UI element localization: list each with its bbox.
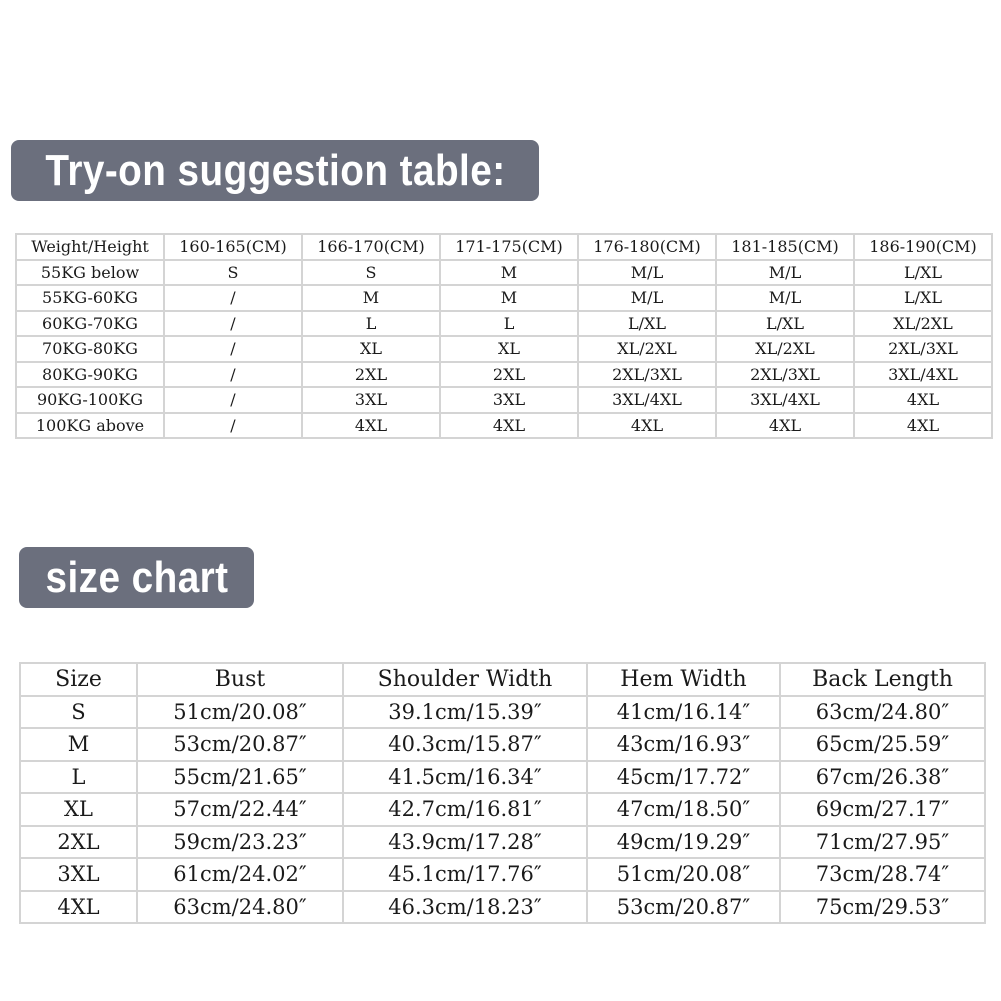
table-cell: 43cm/16.93″ xyxy=(587,728,780,761)
table-cell: 3XL/4XL xyxy=(854,362,992,388)
table-cell: 40.3cm/15.87″ xyxy=(343,728,587,761)
table-cell: M/L xyxy=(716,260,854,286)
size-chart-table xyxy=(19,662,986,924)
row-label-cell: S xyxy=(20,696,137,729)
table-cell: M/L xyxy=(716,285,854,311)
table-row xyxy=(16,311,992,337)
table-cell: S xyxy=(302,260,440,286)
header-cell: 181-185(CM) xyxy=(716,234,854,260)
table-cell: M xyxy=(440,285,578,311)
row-label-cell: 70KG-80KG xyxy=(16,336,164,362)
header-cell: 160-165(CM) xyxy=(164,234,302,260)
table-cell: 49cm/19.29″ xyxy=(587,826,780,859)
table-cell: / xyxy=(164,285,302,311)
table-cell: / xyxy=(164,336,302,362)
table-cell: L xyxy=(302,311,440,337)
table-row xyxy=(20,761,985,794)
table-cell: L/XL xyxy=(854,260,992,286)
table-cell: 4XL xyxy=(854,387,992,413)
table-cell: L xyxy=(440,311,578,337)
table-cell: 65cm/25.59″ xyxy=(780,728,985,761)
table-cell: L/XL xyxy=(854,285,992,311)
row-label-cell: 100KG above xyxy=(16,413,164,439)
table-cell: 53cm/20.87″ xyxy=(137,728,343,761)
table-cell: / xyxy=(164,387,302,413)
table-cell: 47cm/18.50″ xyxy=(587,793,780,826)
table-cell: 67cm/26.38″ xyxy=(780,761,985,794)
table-row xyxy=(20,728,985,761)
row-label-cell: 60KG-70KG xyxy=(16,311,164,337)
row-label-cell: M xyxy=(20,728,137,761)
table-cell: / xyxy=(164,311,302,337)
table-cell: 71cm/27.95″ xyxy=(780,826,985,859)
header-cell: Weight/Height xyxy=(16,234,164,260)
table-cell: 43.9cm/17.28″ xyxy=(343,826,587,859)
table-row xyxy=(16,260,992,286)
table-cell: 3XL/4XL xyxy=(716,387,854,413)
table-row xyxy=(16,413,992,439)
table-cell: 63cm/24.80″ xyxy=(780,696,985,729)
row-label-cell: 3XL xyxy=(20,858,137,891)
row-label-cell: XL xyxy=(20,793,137,826)
table-cell: 45.1cm/17.76″ xyxy=(343,858,587,891)
row-label-cell: L xyxy=(20,761,137,794)
try-on-title-banner xyxy=(11,140,539,201)
header-cell: 186-190(CM) xyxy=(854,234,992,260)
table-cell: XL/2XL xyxy=(854,311,992,337)
table-cell: 51cm/20.08″ xyxy=(137,696,343,729)
table-cell: 2XL/3XL xyxy=(854,336,992,362)
table-cell: 3XL xyxy=(302,387,440,413)
size-chart-title: size chart xyxy=(44,552,229,602)
table-cell: 69cm/27.17″ xyxy=(780,793,985,826)
table-cell: 4XL xyxy=(716,413,854,439)
table-cell: 73cm/28.74″ xyxy=(780,858,985,891)
header-cell: Hem Width xyxy=(587,663,780,696)
table-cell: 2XL/3XL xyxy=(716,362,854,388)
table-cell: / xyxy=(164,362,302,388)
header-cell: Shoulder Width xyxy=(343,663,587,696)
table-cell: 4XL xyxy=(440,413,578,439)
table-cell: 4XL xyxy=(302,413,440,439)
header-cell: Back Length xyxy=(780,663,985,696)
try-on-suggestion-table xyxy=(15,233,993,439)
row-label-cell: 55KG-60KG xyxy=(16,285,164,311)
header-cell: Size xyxy=(20,663,137,696)
row-label-cell: 90KG-100KG xyxy=(16,387,164,413)
table-header-row xyxy=(20,663,985,696)
table-cell: 2XL xyxy=(302,362,440,388)
table-cell: 51cm/20.08″ xyxy=(587,858,780,891)
table-row xyxy=(20,826,985,859)
table-cell: XL/2XL xyxy=(716,336,854,362)
table-cell: 61cm/24.02″ xyxy=(137,858,343,891)
table-cell: 4XL xyxy=(854,413,992,439)
header-cell: 171-175(CM) xyxy=(440,234,578,260)
table-cell: 3XL/4XL xyxy=(578,387,716,413)
table-cell: M/L xyxy=(578,285,716,311)
table-cell: 46.3cm/18.23″ xyxy=(343,891,587,924)
row-label-cell: 55KG below xyxy=(16,260,164,286)
table-row xyxy=(16,362,992,388)
table-cell: L/XL xyxy=(716,311,854,337)
table-row xyxy=(20,793,985,826)
table-cell: 39.1cm/15.39″ xyxy=(343,696,587,729)
table-cell: 3XL xyxy=(440,387,578,413)
table-cell: 53cm/20.87″ xyxy=(587,891,780,924)
table-header-row xyxy=(16,234,992,260)
table-cell: 4XL xyxy=(578,413,716,439)
table-cell: XL xyxy=(302,336,440,362)
table-row xyxy=(16,285,992,311)
table-row xyxy=(16,336,992,362)
table-cell: 59cm/23.23″ xyxy=(137,826,343,859)
table-cell: M xyxy=(440,260,578,286)
size-chart-title-banner xyxy=(19,547,254,608)
table-cell: 57cm/22.44″ xyxy=(137,793,343,826)
table-cell: S xyxy=(164,260,302,286)
table-cell: M xyxy=(302,285,440,311)
header-cell: 166-170(CM) xyxy=(302,234,440,260)
table-row xyxy=(20,858,985,891)
header-cell: Bust xyxy=(137,663,343,696)
row-label-cell: 2XL xyxy=(20,826,137,859)
header-cell: 176-180(CM) xyxy=(578,234,716,260)
table-cell: 45cm/17.72″ xyxy=(587,761,780,794)
table-cell: 2XL/3XL xyxy=(578,362,716,388)
table-cell: 41cm/16.14″ xyxy=(587,696,780,729)
table-cell: M/L xyxy=(578,260,716,286)
table-cell: 41.5cm/16.34″ xyxy=(343,761,587,794)
row-label-cell: 80KG-90KG xyxy=(16,362,164,388)
table-cell: 2XL xyxy=(440,362,578,388)
table-cell: 42.7cm/16.81″ xyxy=(343,793,587,826)
table-cell: XL xyxy=(440,336,578,362)
table-cell: 75cm/29.53″ xyxy=(780,891,985,924)
table-cell: 63cm/24.80″ xyxy=(137,891,343,924)
table-cell: / xyxy=(164,413,302,439)
table-cell: XL/2XL xyxy=(578,336,716,362)
table-row xyxy=(20,891,985,924)
table-row xyxy=(16,387,992,413)
row-label-cell: 4XL xyxy=(20,891,137,924)
table-cell: L/XL xyxy=(578,311,716,337)
try-on-title: Try-on suggestion table: xyxy=(44,145,506,195)
table-row xyxy=(20,696,985,729)
table-cell: 55cm/21.65″ xyxy=(137,761,343,794)
